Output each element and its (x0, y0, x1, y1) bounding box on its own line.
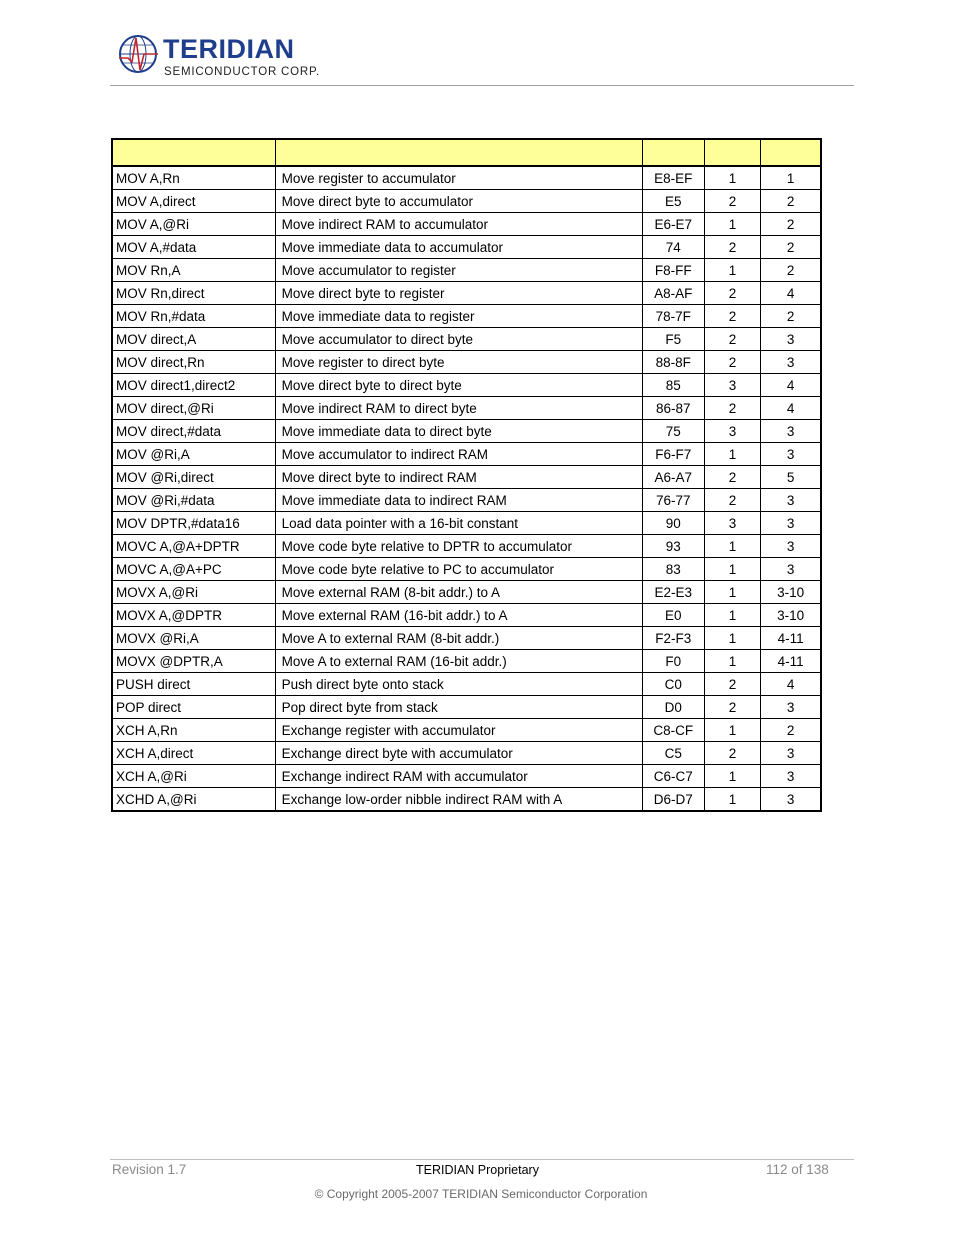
cycles-cell: 3-10 (761, 604, 821, 627)
cycles-cell: 4 (761, 673, 821, 696)
cycles-cell: 4-11 (761, 627, 821, 650)
cycles-cell: 4 (761, 374, 821, 397)
mnemonic-cell: XCH A,direct (112, 742, 275, 765)
description-cell: Move indirect RAM to direct byte (275, 397, 642, 420)
bytes-cell: 3 (704, 512, 761, 535)
description-cell: Move indirect RAM to accumulator (275, 213, 642, 236)
header-cell (112, 139, 275, 166)
cycles-cell: 3 (761, 420, 821, 443)
bytes-cell: 1 (704, 581, 761, 604)
description-cell: Load data pointer with a 16-bit constant (275, 512, 642, 535)
footer-proprietary: TERIDIAN Proprietary (416, 1163, 539, 1177)
cycles-cell: 3 (761, 443, 821, 466)
mnemonic-cell: MOVC A,@A+PC (112, 558, 275, 581)
description-cell: Move accumulator to direct byte (275, 328, 642, 351)
mnemonic-cell: MOV @Ri,A (112, 443, 275, 466)
mnemonic-cell: MOV Rn,direct (112, 282, 275, 305)
opcode-cell: 75 (642, 420, 704, 443)
mnemonic-cell: MOVX @DPTR,A (112, 650, 275, 673)
header-cell (761, 139, 821, 166)
bytes-cell: 1 (704, 788, 761, 812)
bytes-cell: 2 (704, 673, 761, 696)
footer-page-number: 112 of 138 (766, 1162, 829, 1177)
cycles-cell: 3 (761, 765, 821, 788)
opcode-cell: E6-E7 (642, 213, 704, 236)
description-cell: Exchange register with accumulator (275, 719, 642, 742)
table-row (112, 213, 821, 236)
bytes-cell: 3 (704, 420, 761, 443)
bytes-cell: 2 (704, 305, 761, 328)
description-cell: Move code byte relative to PC to accumulator (275, 558, 642, 581)
description-cell: Exchange indirect RAM with accumulator (275, 765, 642, 788)
opcode-cell: D6-D7 (642, 788, 704, 812)
mnemonic-cell: MOV direct,A (112, 328, 275, 351)
footer-copyright: © Copyright 2005-2007 TERIDIAN Semiconductor Corporation (314, 1187, 648, 1201)
bytes-cell: 2 (704, 351, 761, 374)
cycles-cell: 3 (761, 328, 821, 351)
table-row (112, 788, 821, 812)
opcode-cell: E5 (642, 190, 704, 213)
cycles-cell: 4 (761, 397, 821, 420)
bytes-cell: 2 (704, 328, 761, 351)
description-cell: Move direct byte to direct byte (275, 374, 642, 397)
description-cell: Exchange direct byte with accumulator (275, 742, 642, 765)
teridian-logo (118, 32, 328, 82)
opcode-cell: 76-77 (642, 489, 704, 512)
table-row (112, 166, 821, 190)
cycles-cell: 5 (761, 466, 821, 489)
description-cell: Move register to accumulator (275, 166, 642, 190)
mnemonic-cell: MOV Rn,#data (112, 305, 275, 328)
table-row (112, 512, 821, 535)
cycles-cell: 3 (761, 489, 821, 512)
cycles-cell: 2 (761, 213, 821, 236)
opcode-cell: 90 (642, 512, 704, 535)
opcode-cell: 85 (642, 374, 704, 397)
description-cell: Move accumulator to indirect RAM (275, 443, 642, 466)
table-row (112, 627, 821, 650)
header-cell (275, 139, 642, 166)
opcode-cell: 93 (642, 535, 704, 558)
mnemonic-cell: XCHD A,@Ri (112, 788, 275, 812)
table-row (112, 397, 821, 420)
description-cell: Pop direct byte from stack (275, 696, 642, 719)
opcode-cell: F2-F3 (642, 627, 704, 650)
bytes-cell: 1 (704, 558, 761, 581)
header-cell (642, 139, 704, 166)
mnemonic-cell: MOV direct,#data (112, 420, 275, 443)
bytes-cell: 2 (704, 282, 761, 305)
instruction-table (111, 138, 822, 812)
opcode-cell: 88-8F (642, 351, 704, 374)
opcode-cell: 78-7F (642, 305, 704, 328)
table-header-row (112, 139, 821, 166)
opcode-cell: E2-E3 (642, 581, 704, 604)
opcode-cell: C6-C7 (642, 765, 704, 788)
bytes-cell: 1 (704, 259, 761, 282)
cycles-cell: 2 (761, 190, 821, 213)
table-row (112, 719, 821, 742)
bytes-cell: 2 (704, 742, 761, 765)
table-row (112, 650, 821, 673)
description-cell: Move accumulator to register (275, 259, 642, 282)
opcode-cell: E8-EF (642, 166, 704, 190)
bytes-cell: 1 (704, 166, 761, 190)
table-row (112, 765, 821, 788)
cycles-cell: 3 (761, 788, 821, 812)
table-row (112, 259, 821, 282)
cycles-cell: 3 (761, 742, 821, 765)
cycles-cell: 4-11 (761, 650, 821, 673)
bytes-cell: 2 (704, 696, 761, 719)
mnemonic-cell: MOV direct,Rn (112, 351, 275, 374)
bytes-cell: 2 (704, 190, 761, 213)
opcode-cell: A6-A7 (642, 466, 704, 489)
cycles-cell: 3-10 (761, 581, 821, 604)
bytes-cell: 1 (704, 213, 761, 236)
opcode-cell: C5 (642, 742, 704, 765)
mnemonic-cell: MOV A,Rn (112, 166, 275, 190)
globe-logo-icon (118, 32, 162, 76)
bytes-cell: 2 (704, 236, 761, 259)
table-row (112, 190, 821, 213)
opcode-cell: F5 (642, 328, 704, 351)
description-cell: Move immediate data to register (275, 305, 642, 328)
opcode-cell: F6-F7 (642, 443, 704, 466)
mnemonic-cell: MOV Rn,A (112, 259, 275, 282)
table-row (112, 351, 821, 374)
opcode-cell: 86-87 (642, 397, 704, 420)
description-cell: Move external RAM (8-bit addr.) to A (275, 581, 642, 604)
opcode-cell: F8-FF (642, 259, 704, 282)
bytes-cell: 2 (704, 466, 761, 489)
mnemonic-cell: MOVX A,@DPTR (112, 604, 275, 627)
table-row (112, 558, 821, 581)
opcode-cell: A8-AF (642, 282, 704, 305)
cycles-cell: 2 (761, 236, 821, 259)
description-cell: Move register to direct byte (275, 351, 642, 374)
bytes-cell: 1 (704, 650, 761, 673)
mnemonic-cell: MOVX @Ri,A (112, 627, 275, 650)
mnemonic-cell: XCH A,@Ri (112, 765, 275, 788)
cycles-cell: 3 (761, 351, 821, 374)
mnemonic-cell: MOV DPTR,#data16 (112, 512, 275, 535)
bytes-cell: 2 (704, 397, 761, 420)
opcode-cell: E0 (642, 604, 704, 627)
bytes-cell: 1 (704, 443, 761, 466)
description-cell: Move A to external RAM (8-bit addr.) (275, 627, 642, 650)
opcode-cell: C8-CF (642, 719, 704, 742)
logo-subtitle: SEMICONDUCTOR CORP. (164, 66, 320, 78)
cycles-cell: 1 (761, 166, 821, 190)
table-row (112, 535, 821, 558)
description-cell: Push direct byte onto stack (275, 673, 642, 696)
bytes-cell: 2 (704, 489, 761, 512)
table-row (112, 673, 821, 696)
table-row (112, 604, 821, 627)
description-cell: Move immediate data to direct byte (275, 420, 642, 443)
bytes-cell: 1 (704, 719, 761, 742)
cycles-cell: 2 (761, 259, 821, 282)
cycles-cell: 3 (761, 512, 821, 535)
bytes-cell: 1 (704, 765, 761, 788)
opcode-cell: 74 (642, 236, 704, 259)
cycles-cell: 3 (761, 535, 821, 558)
description-cell: Move code byte relative to DPTR to accumulator (275, 535, 642, 558)
bytes-cell: 1 (704, 627, 761, 650)
bytes-cell: 1 (704, 604, 761, 627)
table-row (112, 328, 821, 351)
table-row (112, 236, 821, 259)
description-cell: Move immediate data to accumulator (275, 236, 642, 259)
cycles-cell: 2 (761, 719, 821, 742)
table-row (112, 305, 821, 328)
table-row (112, 443, 821, 466)
mnemonic-cell: POP direct (112, 696, 275, 719)
mnemonic-cell: MOV A,@Ri (112, 213, 275, 236)
bytes-cell: 3 (704, 374, 761, 397)
mnemonic-cell: MOVC A,@A+DPTR (112, 535, 275, 558)
page-header (110, 28, 854, 86)
table-row (112, 420, 821, 443)
description-cell: Move A to external RAM (16-bit addr.) (275, 650, 642, 673)
mnemonic-cell: XCH A,Rn (112, 719, 275, 742)
mnemonic-cell: MOV direct,@Ri (112, 397, 275, 420)
table-row (112, 581, 821, 604)
description-cell: Exchange low-order nibble indirect RAM with A (275, 788, 642, 812)
description-cell: Move direct byte to indirect RAM (275, 466, 642, 489)
cycles-cell: 3 (761, 696, 821, 719)
table-row (112, 466, 821, 489)
table-row (112, 696, 821, 719)
description-cell: Move direct byte to accumulator (275, 190, 642, 213)
mnemonic-cell: MOVX A,@Ri (112, 581, 275, 604)
table-row (112, 742, 821, 765)
mnemonic-cell: MOV A,direct (112, 190, 275, 213)
header-cell (704, 139, 761, 166)
opcode-cell: C0 (642, 673, 704, 696)
opcode-cell: 83 (642, 558, 704, 581)
mnemonic-cell: MOV direct1,direct2 (112, 374, 275, 397)
mnemonic-cell: MOV @Ri,direct (112, 466, 275, 489)
description-cell: Move direct byte to register (275, 282, 642, 305)
mnemonic-cell: PUSH direct (112, 673, 275, 696)
table-row (112, 374, 821, 397)
description-cell: Move external RAM (16-bit addr.) to A (275, 604, 642, 627)
cycles-cell: 4 (761, 282, 821, 305)
mnemonic-cell: MOV @Ri,#data (112, 489, 275, 512)
cycles-cell: 2 (761, 305, 821, 328)
description-cell: Move immediate data to indirect RAM (275, 489, 642, 512)
opcode-cell: D0 (642, 696, 704, 719)
footer-divider (110, 1159, 854, 1160)
logo-wordmark: TERIDIAN (163, 34, 295, 64)
mnemonic-cell: MOV A,#data (112, 236, 275, 259)
bytes-cell: 1 (704, 535, 761, 558)
cycles-cell: 3 (761, 558, 821, 581)
table-row (112, 489, 821, 512)
table-row (112, 282, 821, 305)
opcode-cell: F0 (642, 650, 704, 673)
footer-revision: Revision 1.7 (112, 1162, 187, 1177)
